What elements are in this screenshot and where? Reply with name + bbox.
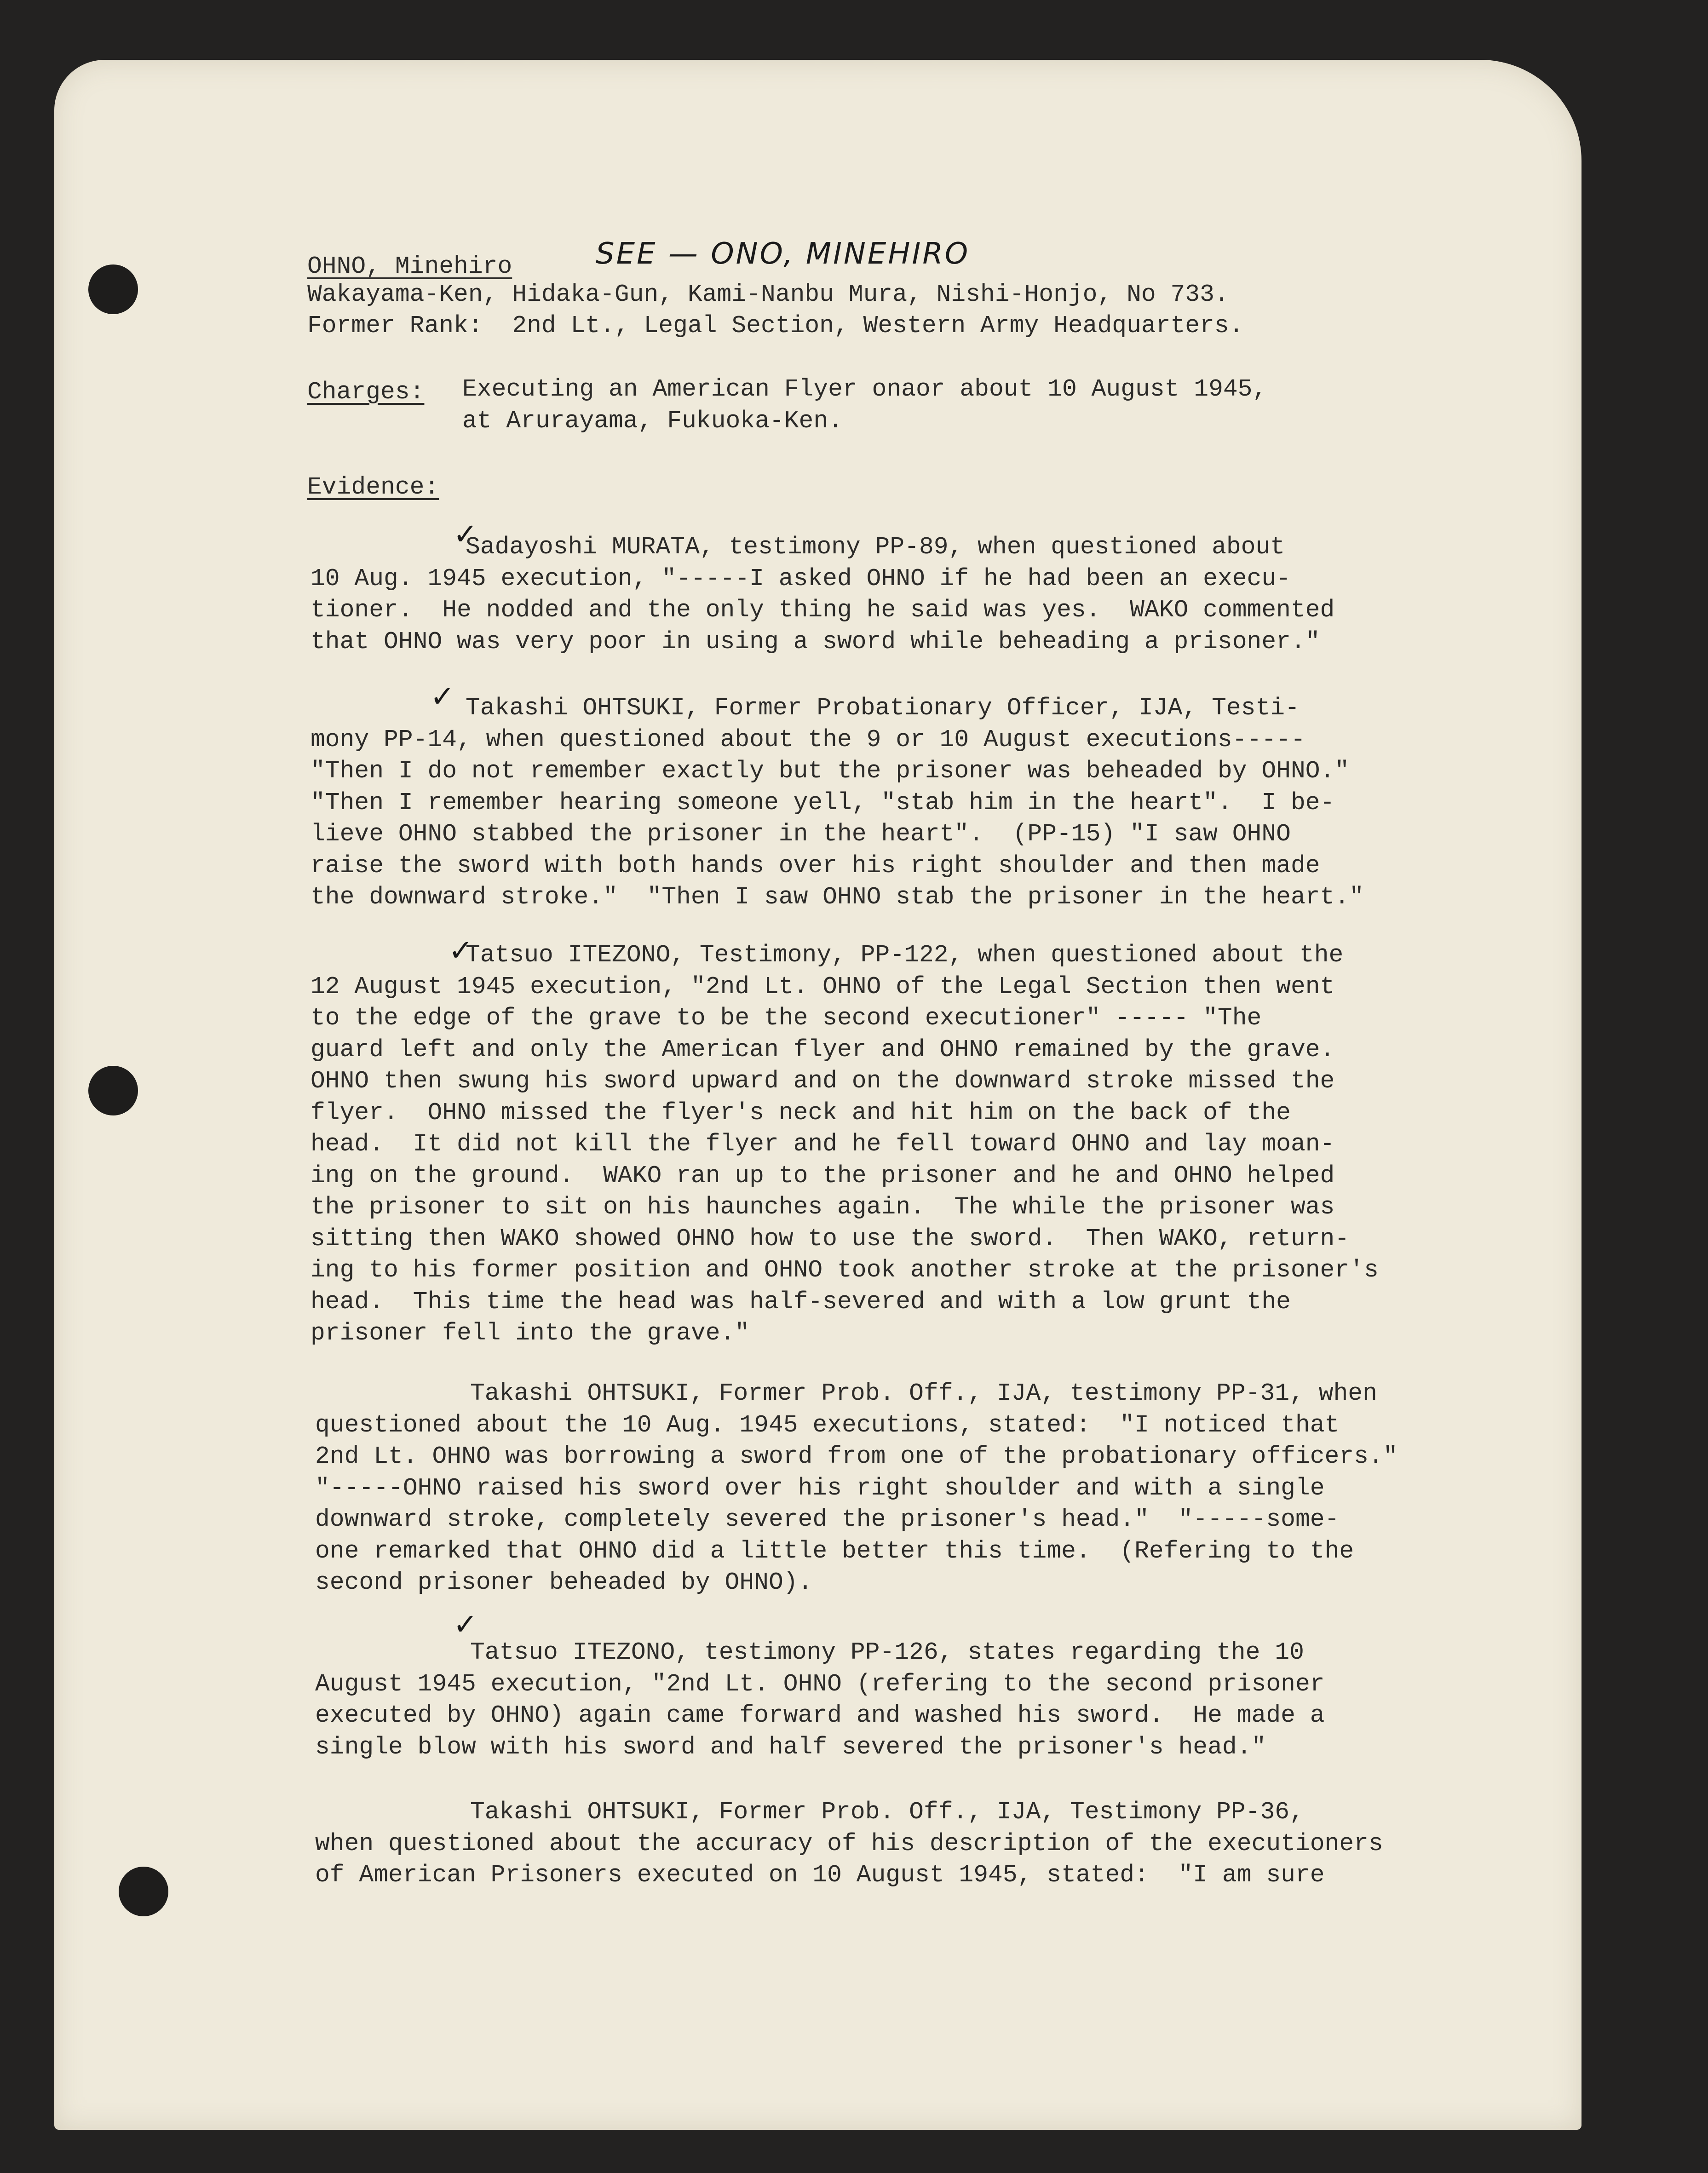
evidence-line: raise the sword with both hands over his right shoulder and then made [311,851,1320,880]
evidence-line: "Then I do not remember exactly but the prisoner was beheaded by OHNO." [311,757,1350,785]
check-mark: ✓ [449,934,473,968]
evidence-line: ing to his former position and OHNO took another stroke at the prisoner's [311,1256,1379,1284]
evidence-line: Tatsuo ITEZONO, Testimony, PP-122, when questioned about the [466,941,1344,969]
evidence-line: ing on the ground. WAKO ran up to the prisoner and he and OHNO helped [311,1161,1335,1190]
binder-hole-bottom [119,1867,168,1916]
evidence-line: the downward stroke." "Then I saw OHNO stab the prisoner in the heart." [311,883,1364,911]
binder-hole-top [88,264,138,314]
evidence-line: 2nd Lt. OHNO was borrowing a sword from one of the probationary officers." [315,1443,1398,1470]
check-mark: ✓ [430,680,455,714]
evidence-line: to the edge of the grave to be the second executioner" ----- "The [311,1004,1262,1032]
evidence-line: lieve OHNO stabbed the prisoner in the heart". (PP-15) "I saw OHNO [311,820,1291,848]
binder-hole-middle [88,1066,138,1115]
evidence-line: mony PP-14, when questioned about the 9 or 10 August executions----- [311,725,1305,753]
subject-address: Wakayama-Ken, Hidaka-Gun, Kami-Nanbu Mura, Nishi-Honjo, No 733. [307,281,1229,308]
evidence-paragraph [315,1796,1383,1891]
evidence-line: of American Prisoners executed on 10 August 1945, stated: "I am sure [315,1861,1325,1889]
evidence-line: when questioned about the accuracy of his description of the executioners [315,1829,1383,1857]
evidence-line: second prisoner beheaded by OHNO). [315,1569,813,1596]
evidence-line: single blow with his sword and half severed the prisoner's head." [315,1733,1266,1761]
evidence-line: tioner. He nodded and the only thing he said was yes. WAKO commented [311,596,1335,624]
evidence-line: Takashi OHTSUKI, Former Probationary Officer, IJA, Testi- [466,694,1300,722]
evidence-label: Evidence: [307,473,439,501]
evidence-line: questioned about the 10 Aug. 1945 executions, stated: "I noticed that [315,1411,1340,1439]
evidence-line: August 1945 execution, "2nd Lt. OHNO (refering to the second prisoner [315,1670,1325,1698]
evidence-line: Takashi OHTSUKI, Former Prob. Off., IJA, testimony PP-31, when [470,1380,1377,1407]
evidence-line: OHNO then swung his sword upward and on the downward stroke missed the [311,1067,1335,1095]
evidence-line: head. It did not kill the flyer and he fell toward OHNO and lay moan- [311,1130,1335,1158]
charges-line: at Arurayama, Fukuoka-Ken. [462,407,843,435]
handwritten-see-note: SEE — ONO, MINEHIRO [596,237,970,271]
evidence-paragraph [311,692,1364,913]
evidence-line: guard left and only the American flyer and OHNO remained by the grave. [311,1035,1335,1064]
evidence-line: executed by OHNO) again came forward and washed his sword. He made a [315,1702,1325,1729]
charges-text [462,374,1267,437]
evidence-line: 10 Aug. 1945 execution, "-----I asked OHNO if he had been an execu- [311,564,1291,592]
evidence-paragraph [311,939,1379,1349]
evidence-paragraph [311,531,1334,657]
evidence-line: "-----OHNO raised his sword over his right shoulder and with a single [315,1474,1325,1502]
charges-label: Charges: [307,378,425,406]
subject-rank: Former Rank: 2nd Lt., Legal Section, Western Army Headquarters. [307,312,1244,339]
evidence-line: Takashi OHTSUKI, Former Prob. Off., IJA, Testimony PP-36, [470,1798,1304,1826]
evidence-line: flyer. OHNO missed the flyer's neck and hit him on the back of the [311,1098,1291,1127]
evidence-line: Sadayoshi MURATA, testimony PP-89, when questioned about [466,533,1285,561]
evidence-paragraph [315,1378,1398,1598]
evidence-line: one remarked that OHNO did a little better this time. (Refering to the [315,1537,1354,1565]
evidence-line: downward stroke, completely severed the prisoner's head." "-----some- [315,1506,1340,1533]
evidence-line: that OHNO was very poor in using a sword while beheading a prisoner." [311,627,1320,655]
evidence-line: sitting then WAKO showed OHNO how to use the sword. Then WAKO, return- [311,1224,1350,1253]
evidence-line: Tatsuo ITEZONO, testimony PP-126, states regarding the 10 [470,1638,1304,1666]
evidence-paragraph [315,1637,1325,1763]
subject-name: OHNO, Minehiro [307,253,512,280]
evidence-line: head. This time the head was half-severed and with a low grunt the [311,1288,1291,1316]
evidence-line: 12 August 1945 execution, "2nd Lt. OHNO of the Legal Section then went [311,972,1335,1000]
charges-line: Executing an American Flyer onaor about 10 August 1945, [462,375,1267,403]
evidence-line: prisoner fell into the grave." [311,1319,750,1347]
check-mark: ✓ [453,1608,478,1642]
evidence-line: "Then I remember hearing someone yell, "stab him in the heart". I be- [311,788,1335,816]
evidence-line: the prisoner to sit on his haunches again. The while the prisoner was [311,1193,1335,1221]
check-mark: ✓ [453,517,478,552]
